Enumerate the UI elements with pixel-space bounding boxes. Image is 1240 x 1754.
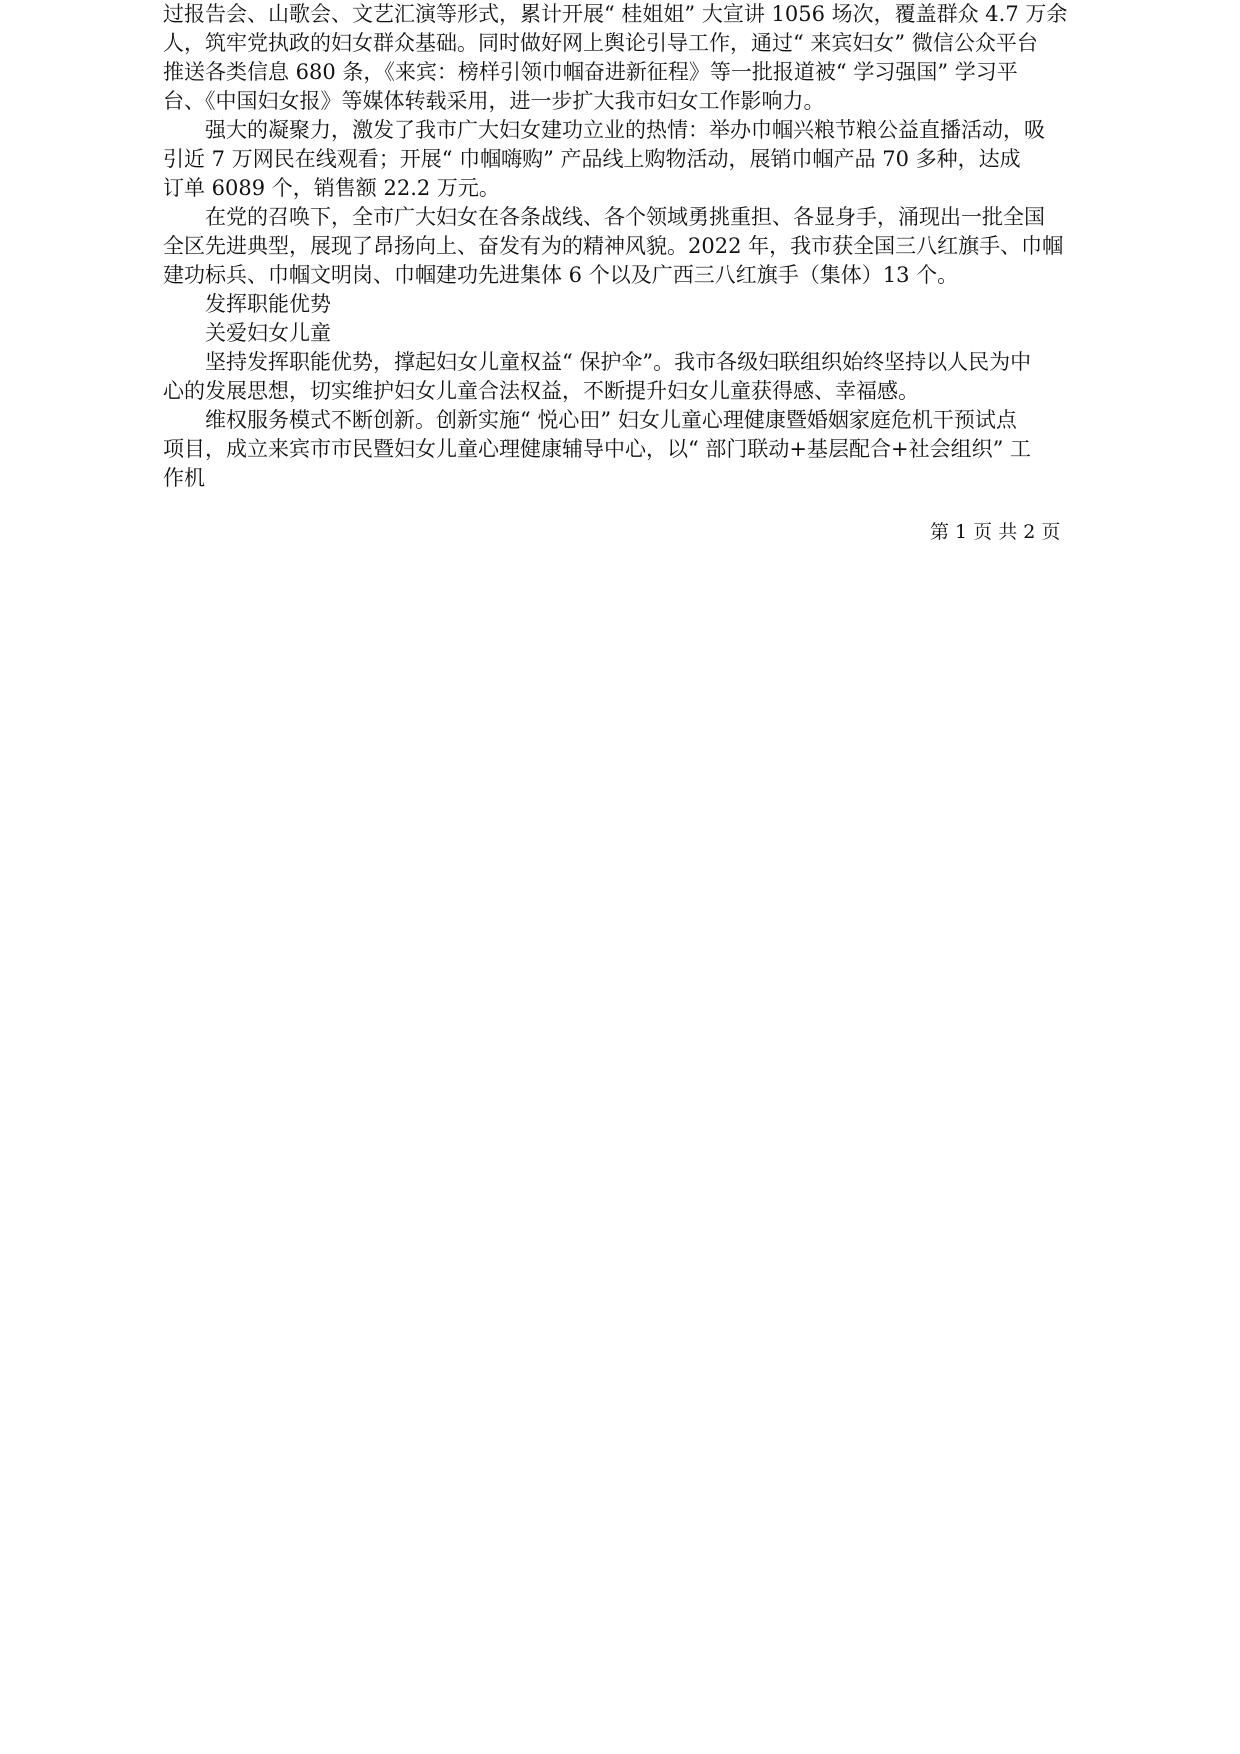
body-line-9: 全区先进典型，展现了昂扬向上、奋发有为的精神风貌。2022 年，我市获全国三八红旗手、巾帼	[163, 234, 1064, 258]
body-line-10: 建功标兵、巾帼文明岗、巾帼建功先进集体 6 个以及广西三八红旗手（集体）13 个。	[163, 263, 959, 287]
section-heading-1: 发挥职能优势	[205, 292, 331, 316]
body-line-5: 强大的凝聚力，激发了我市广大妇女建功立业的热情：举办巾帼兴粮节粮公益直播活动，吸	[205, 118, 1045, 142]
body-line-4: 台、《中国妇女报》等媒体转载采用，进一步扩大我市妇女工作影响力。	[163, 89, 825, 113]
body-line-17: 作机	[163, 466, 205, 490]
body-line-1: 过报告会、山歌会、文艺汇演等形式，累计开展“ 桂姐姐” 大宣讲 1056 场次，覆盖群众 4.7 万余	[163, 2, 1068, 26]
body-line-15: 维权服务模式不断创新。创新实施“ 悦心田” 妇女儿童心理健康暨婚姻家庭危机干预试点	[205, 408, 1017, 432]
body-line-14: 心的发展思想，切实维护妇女儿童合法权益，不断提升妇女儿童获得感、幸福感。	[163, 379, 919, 403]
body-line-2: 人，筑牢党执政的妇女群众基础。同时做好网上舆论引导工作，通过“ 来宾妇女” 微信公众平台	[163, 31, 1038, 55]
body-line-3: 推送各类信息 680 条，《来宾：榜样引领巾帼奋进新征程》等一批报道被“ 学习强国” 学习平	[163, 60, 1018, 84]
body-line-13: 坚持发挥职能优势，撑起妇女儿童权益“ 保护伞”。我市各级妇联组织始终坚持以人民为中	[205, 350, 1032, 374]
body-line-7: 订单 6089 个，销售额 22.2 万元。	[163, 176, 500, 200]
section-heading-2: 关爱妇女儿童	[205, 321, 331, 345]
page-number-footer: 第 1 页 共 2 页	[930, 521, 1061, 543]
body-line-6: 引近 7 万网民在线观看；开展“ 巾帼嗨购” 产品线上购物活动，展销巾帼产品 70 多种，达成	[163, 147, 1021, 171]
body-line-8: 在党的召唤下，全市广大妇女在各条战线、各个领域勇挑重担、各显身手，涌现出一批全国	[205, 205, 1045, 229]
body-line-16: 项目，成立来宾市市民暨妇女儿童心理健康辅导中心，以“ 部门联动+基层配合+社会组织” 工	[163, 437, 1032, 461]
document-body	[163, 0, 1083, 493]
